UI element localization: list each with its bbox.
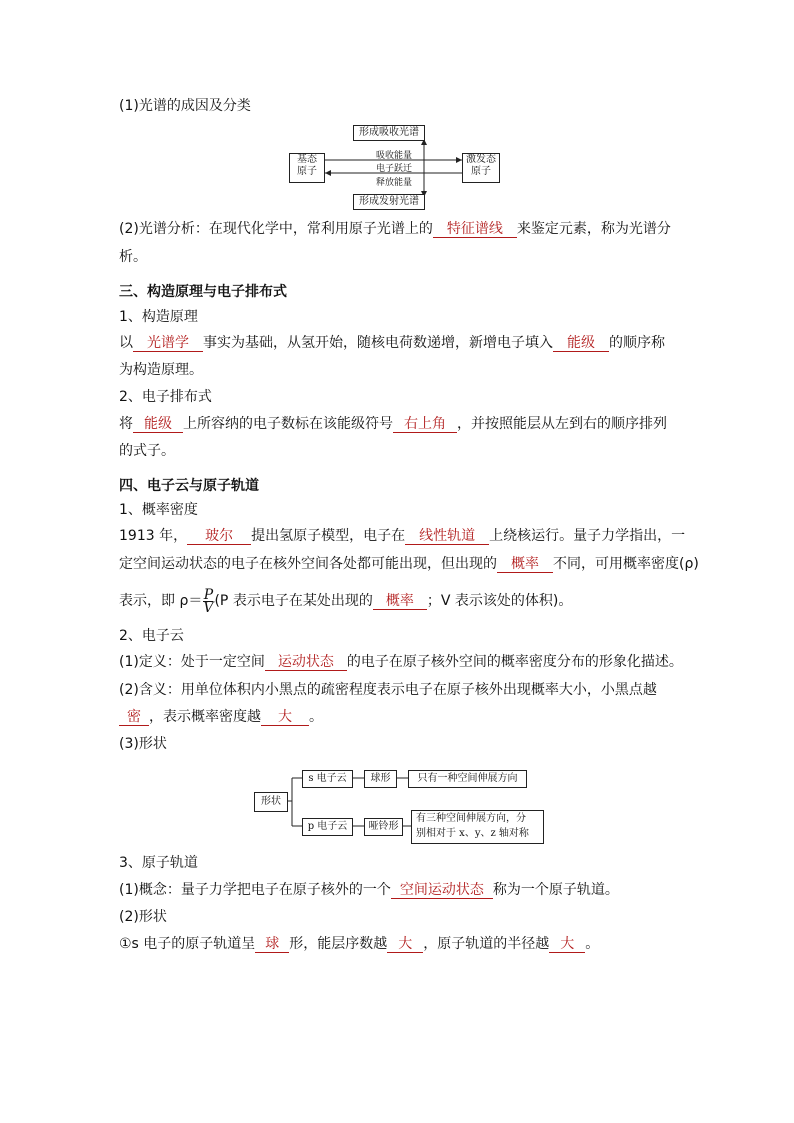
fill-large-2: 大: [387, 936, 423, 953]
cloud-shape-heading: (3)形状: [119, 736, 167, 752]
fill-linear-orbit: 线性轨道: [405, 528, 489, 545]
ground-line-2: 原子: [297, 166, 317, 177]
p-shape-box: 哑铃形: [364, 818, 403, 836]
s-shape-box: 球形: [364, 770, 397, 788]
excited-line-1: 激发态: [466, 154, 496, 165]
section3-sub2: 2、电子排布式: [119, 389, 212, 405]
absorb-energy-label: 吸收能量: [376, 151, 413, 161]
fill-level: 能级: [133, 416, 183, 433]
cloud-meaning-continued: 密 ，表示概率密度越 大 。: [119, 707, 323, 727]
p-desc-box: [411, 810, 544, 844]
fill-space-motion-state: 空间运动状态: [391, 882, 493, 899]
density-fraction: $\frac{P}{V}$: [203, 586, 214, 616]
section3-sub1: 1、构造原理: [119, 309, 198, 325]
analysis-paragraph: (2)光谱分析：在现代化学中，常利用原子光谱上的 特征谱线 来鉴定元素，称为光谱分: [119, 221, 671, 237]
section4-sub2: 2、电子云: [119, 628, 184, 644]
fill-spectroscopy: 光谱学: [133, 335, 203, 352]
orbital-concept: (1)概念：量子力学把电子在原子核外的一个 空间运动状态 称为一个原子轨道。: [119, 882, 619, 898]
analysis-continued: 析。: [119, 249, 147, 265]
aufbau-continued: 为构造原理。: [119, 362, 203, 378]
p-cloud-box: p 电子云: [302, 818, 353, 836]
section3-title: 三、构造原理与电子排布式: [119, 284, 287, 300]
probability-paragraph-1: 1913 年， 玻尔 提出氢原子模型，电子在 线性轨道 上绕核运行。量子力学指出，一: [119, 528, 686, 544]
configuration-continued: 的式子。: [119, 443, 175, 459]
fill-sphere: 球: [255, 936, 289, 953]
section4-sub3: 3、原子轨道: [119, 855, 198, 871]
fill-motion-state: 运动状态: [265, 654, 347, 671]
section4-title: 四、电子云与原子轨道: [119, 478, 259, 494]
fill-large-1: 大: [261, 709, 309, 726]
section4-sub1: 1、概率密度: [119, 502, 198, 518]
s-desc-box: 只有一种空间伸展方向: [408, 770, 527, 788]
orbital-shape-heading: (2)形状: [119, 909, 167, 925]
p-desc-line-2: 别相对于 x、y、z 轴对称: [416, 828, 529, 839]
cloud-meaning: (2)含义：用单位体积内小黑点的疏密程度表示电子在原子核外出现概率大小，小黑点越: [119, 682, 657, 698]
probability-paragraph-3: 表示，即 ρ＝ $\frac{P}{V}$ (P 表示电子在某处出现的 概率 ；V 表示该处的体积)。: [119, 586, 573, 616]
aufbau-paragraph: 以 光谱学 事实为基础，从氢开始，随核电荷数递增，新增电子填入 能级 的顺序称: [119, 335, 665, 351]
configuration-paragraph: 将 能级 上所容纳的电子数标在该能级符号 右上角 ，并按照能层从左到右的顺序排列: [119, 416, 667, 432]
fill-large-3: 大: [549, 936, 585, 953]
excited-line-2: 原子: [471, 166, 491, 177]
fill-bohr: 玻尔: [187, 528, 251, 545]
emit-spectrum-box: 形成发射光谱: [353, 194, 425, 210]
spectrum-heading: (1)光谱的成因及分类: [119, 98, 251, 114]
fill-probability-2: 概率: [373, 593, 427, 610]
s-cloud-box: s 电子云: [302, 770, 353, 788]
release-energy-label: 释放能量: [376, 178, 413, 188]
fill-probability-1: 概率: [497, 556, 553, 573]
fill-energy-level: 能级: [553, 335, 609, 352]
fill-dense: 密: [119, 709, 149, 726]
s-orbital-description: ①s 电子的原子轨道呈 球 形，能层序数越 大 ，原子轨道的半径越 大 。: [119, 936, 600, 952]
fill-characteristic-lines: 特征谱线: [433, 221, 517, 238]
shape-root-box: 形状: [254, 792, 288, 812]
cloud-definition: (1)定义：处于一定空间 运动状态 的电子在原子核外空间的概率密度分布的形象化描述。: [119, 654, 683, 670]
p-desc-line-1: 有三种空间伸展方向，分: [416, 813, 526, 824]
fill-upper-right: 右上角: [393, 416, 457, 433]
ground-line-1: 基态: [297, 154, 317, 165]
probability-paragraph-2: 定空间运动状态的电子在核外空间各处都可能出现，但出现的 概率 不同，可用概率密度(ρ): [119, 556, 699, 572]
transition-label: 电子跃迁: [376, 164, 413, 174]
absorb-spectrum-box: 形成吸收光谱: [353, 125, 425, 141]
